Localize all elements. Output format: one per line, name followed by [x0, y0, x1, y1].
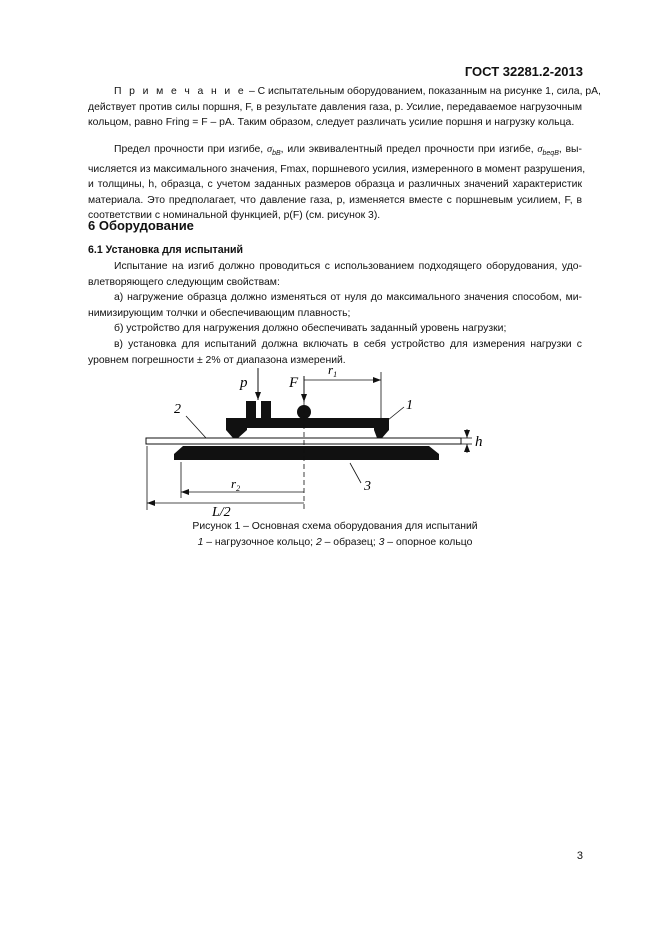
note-line-3: кольцом, равно Fring = F – pA. Таким образом, следует различать усилие поршня и нагрузку кольца.	[88, 117, 575, 129]
section-6-heading: 6 Оборудование	[88, 218, 194, 233]
note-line-2: действует против силы поршня, F, в результате давления газа, p. Усилие, передаваемое нагрузочным	[88, 101, 582, 113]
legend-t3: – опорное кольцо	[384, 536, 473, 548]
specimen-plate	[146, 438, 461, 444]
loading-ring-bar	[236, 418, 384, 428]
strength-line-3: и толщины, h, образца, с учетом заданных размеров образца и различных значений характеристик	[88, 179, 582, 191]
label-p: p	[240, 375, 248, 391]
intro-line-2: влетворяющего следующим свойствам:	[88, 276, 280, 288]
leader-3	[350, 463, 361, 483]
label-2: 2	[174, 402, 181, 417]
note-line-1-text: – С испытательным оборудованием, показанным на рисунке 1, сила, pA,	[246, 86, 601, 97]
label-r2-main: r	[231, 476, 237, 491]
strength-line-4: материала. Это предполагает, что давление газа, p, изменяется вместе с поршневым усилием, F, в	[88, 194, 582, 206]
label-r1	[328, 362, 337, 379]
legend-n3: 3	[378, 536, 385, 548]
sigma-symbol-1: σ	[266, 144, 273, 155]
item-a-line-2: нимизирующим толчки и обеспечивающим плавность;	[88, 307, 351, 319]
label-r2	[231, 476, 240, 493]
sigma-sub-1: bB	[272, 150, 281, 158]
piston-left	[246, 401, 256, 419]
page-number: 3	[576, 850, 583, 862]
strength-text-c: , вы-	[558, 144, 582, 155]
item-c-line-2: уровнем погрешности ± 2% от диапазона измерений.	[88, 354, 346, 366]
strength-text-b: , или эквивалентный предел прочности при изгибе,	[280, 144, 538, 155]
strength-text-a: Предел прочности при изгибе,	[114, 144, 267, 155]
sigma-symbol-2: σ	[537, 144, 543, 155]
figure-caption-title: Рисунок 1 – Основная схема оборудования для испытаний	[192, 521, 478, 532]
label-F: F	[289, 375, 299, 391]
label-1: 1	[406, 398, 413, 413]
note-lead: П р и м е ч а н и е	[114, 86, 247, 97]
label-r1-main: r	[328, 362, 334, 377]
item-b: б) устройство для нагружения должно обеспечивать заданный уровень нагрузки;	[114, 323, 507, 335]
label-3: 3	[364, 479, 371, 494]
label-L2: L/2	[212, 505, 231, 520]
item-c-line-1: в) установка для испытаний должна включать в себя устройство для измерения нагрузки с	[114, 338, 582, 350]
label-r1-sub: 1	[333, 370, 338, 379]
legend-n2: 2	[315, 536, 322, 548]
leader-1	[388, 407, 404, 420]
section-6-1-heading: 6.1 Установка для испытаний	[88, 244, 244, 256]
figure-legend	[88, 535, 582, 551]
loading-ring-left-foot	[226, 418, 247, 438]
label-r2-sub: 2	[236, 484, 241, 493]
sigma-sub-2: beqB	[542, 150, 559, 158]
leader-2	[186, 416, 206, 438]
item-a-line-1: а) нагружение образца должно изменяться от нуля до максимального значения способом, ми-	[114, 292, 582, 304]
intro-line-1: Испытание на изгиб должно проводиться с использованием подходящего оборудования, удо-	[114, 261, 582, 272]
loading-ring-right-foot	[374, 418, 389, 438]
strength-line-5: соответствии с номинальной функцией, p(F) (см. рисунок 3).	[88, 210, 381, 222]
standard-header: ГОСТ 32281.2-2013	[464, 64, 583, 79]
label-h: h	[475, 434, 483, 450]
strength-line-2: числяется из максимального значения, Fmax, поршневого усилия, измеренного в момент разрушения,	[88, 163, 586, 175]
figure-caption	[88, 519, 582, 550]
piston-right	[261, 401, 271, 419]
legend-t1: – нагрузочное кольцо;	[203, 536, 316, 548]
support-ring	[174, 446, 439, 460]
legend-n1: 1	[197, 536, 204, 548]
legend-t2: – образец;	[321, 536, 379, 548]
